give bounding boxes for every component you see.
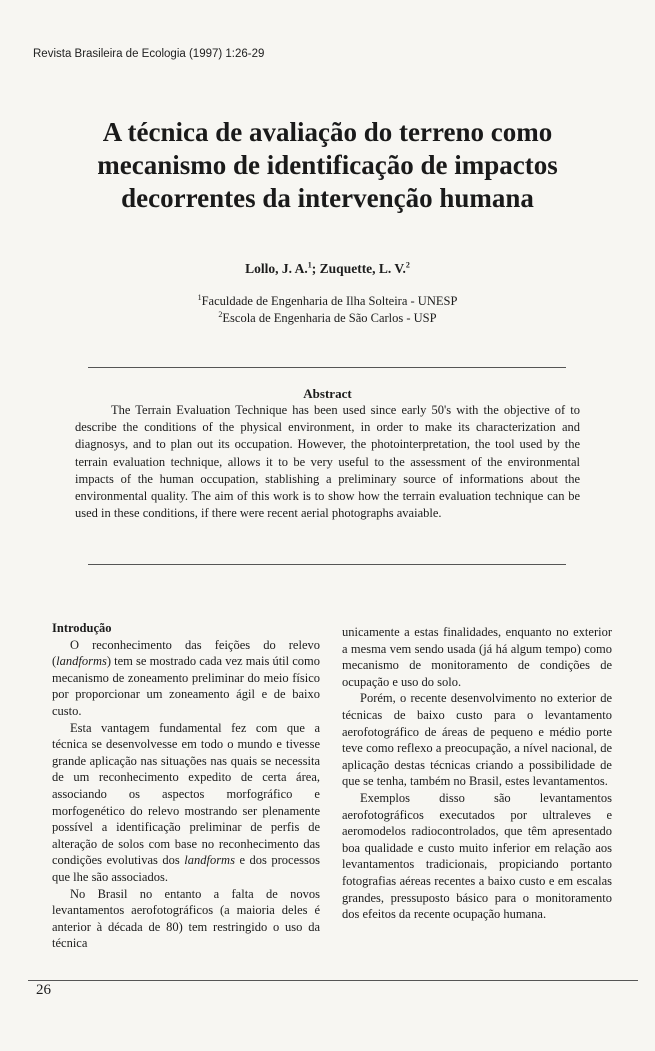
affiliation-text: Faculdade de Engenharia de Ilha Solteira - UNESP (201, 294, 458, 308)
journal-citation: Revista Brasileira de Ecologia (1997) 1:26-29 (33, 48, 265, 60)
affiliation-mark: 2 (218, 309, 223, 319)
italic-term: landforms (184, 853, 235, 868)
author-separator: ; (311, 261, 320, 276)
author-name: Zuquette, L. V. (319, 261, 406, 276)
text-run: ) tem se mostrado cada vez mais útil como mecanismo de zoneamento preliminar do meio físico por proporcionar um zoneamento ágil e de baixo custo. (52, 654, 321, 718)
italic-term: landforms (56, 654, 107, 669)
right-column (342, 624, 612, 923)
title-line: A técnica de avaliação do terreno como (102, 117, 553, 147)
affiliation-text: Escola de Engenharia de São Carlos - USP (222, 311, 437, 325)
body-paragraph: Porém, o recente desenvolvimento no exterior de técnicas de baixo custo para o levantamento aerofotográfico de áreas de pequeno e médio porte teve como reflexo a preocupação, a nível nacional, de aplicação destas técnicas criando a possibilidade de que se tenha, também no Brasil, estes levantamentos. (342, 691, 612, 789)
section-heading: Introdução (52, 621, 112, 635)
text-run: O reconhecimento das feições do relevo ( (52, 637, 320, 669)
abstract-heading: Abstract (303, 386, 352, 401)
abstract-bottom-divider (88, 564, 566, 565)
title-line: decorrentes da intervenção humana (121, 183, 534, 213)
text-run: e dos processos que lhe são associados. (52, 853, 320, 884)
page-number: 26 (36, 982, 51, 998)
body-paragraph (52, 637, 320, 720)
abstract-paragraph: The Terrain Evaluation Technique has been used since early 50's with the objective of to describe the conditions of the physical environment, in order to make its characterization and diagnosys, and to plan out its occupation. However, the photointerpretation, the tool used by the terrain evaluation technique, allows it to be very useful to the assessment of the environmental impacts of the human occupation, stablishing a preliminary source of informations about the environmental quality. The aim of this work is to show how the terrain evaluation technique can be used in these conditions, if there were recent aerial photographs avaiable. (75, 403, 580, 521)
title-line: mecanismo de identificação de impactos (97, 150, 558, 180)
article-title (40, 116, 615, 215)
text-run: Esta vantagem fundamental fez com que a técnica se desenvolvesse em todo o mundo e tivesse grande aplicação nas situações nas quais se necessita de um reconhecimento expedito de certa área, associando os aspectos morfográfico e morfogenético do relevo mostrando ser plenamente possível a identificação preliminar de perfis de alteração de solos com base no reconhecimento das condições evolutivas dos (52, 720, 320, 868)
body-paragraph: No Brasil no entanto a falta de novos levantamentos aerofotográficos (a maioria deles é anterior à década de 80) tem restringido o uso da técnica (52, 886, 320, 951)
affiliations (0, 293, 655, 327)
left-column (52, 620, 320, 952)
affiliation-line (0, 310, 655, 327)
body-paragraph (52, 720, 320, 886)
affiliation-line (0, 293, 655, 310)
author-affiliation-mark: 1 (307, 260, 312, 270)
affiliation-mark: 1 (197, 292, 202, 302)
abstract-body (75, 402, 580, 522)
footer-divider (28, 980, 638, 981)
author-affiliation-mark: 2 (405, 260, 410, 270)
body-paragraph: unicamente a estas finalidades, enquanto no exterior a mesma vem sendo usada (já há algum tempo) como mecanismo de monitoramento de condições de ocupação e uso do solo. (342, 625, 612, 689)
author-list (0, 261, 655, 277)
abstract-top-divider (88, 367, 566, 368)
author-name: Lollo, J. A. (245, 261, 308, 276)
body-paragraph: Exemplos disso são levantamentos aerofotográficos executados por ultraleves e aeromodelos radiocontrolados, que têm apresentado boa qualidade e custo muito inferior em relação aos levantamentos tradicionais, propiciando portanto fotografias aéreas recentes a baixo custo e em escalas grandes, pressuposto básico para o monitoramento dos efeitos da recente ocupação humana. (342, 790, 612, 922)
